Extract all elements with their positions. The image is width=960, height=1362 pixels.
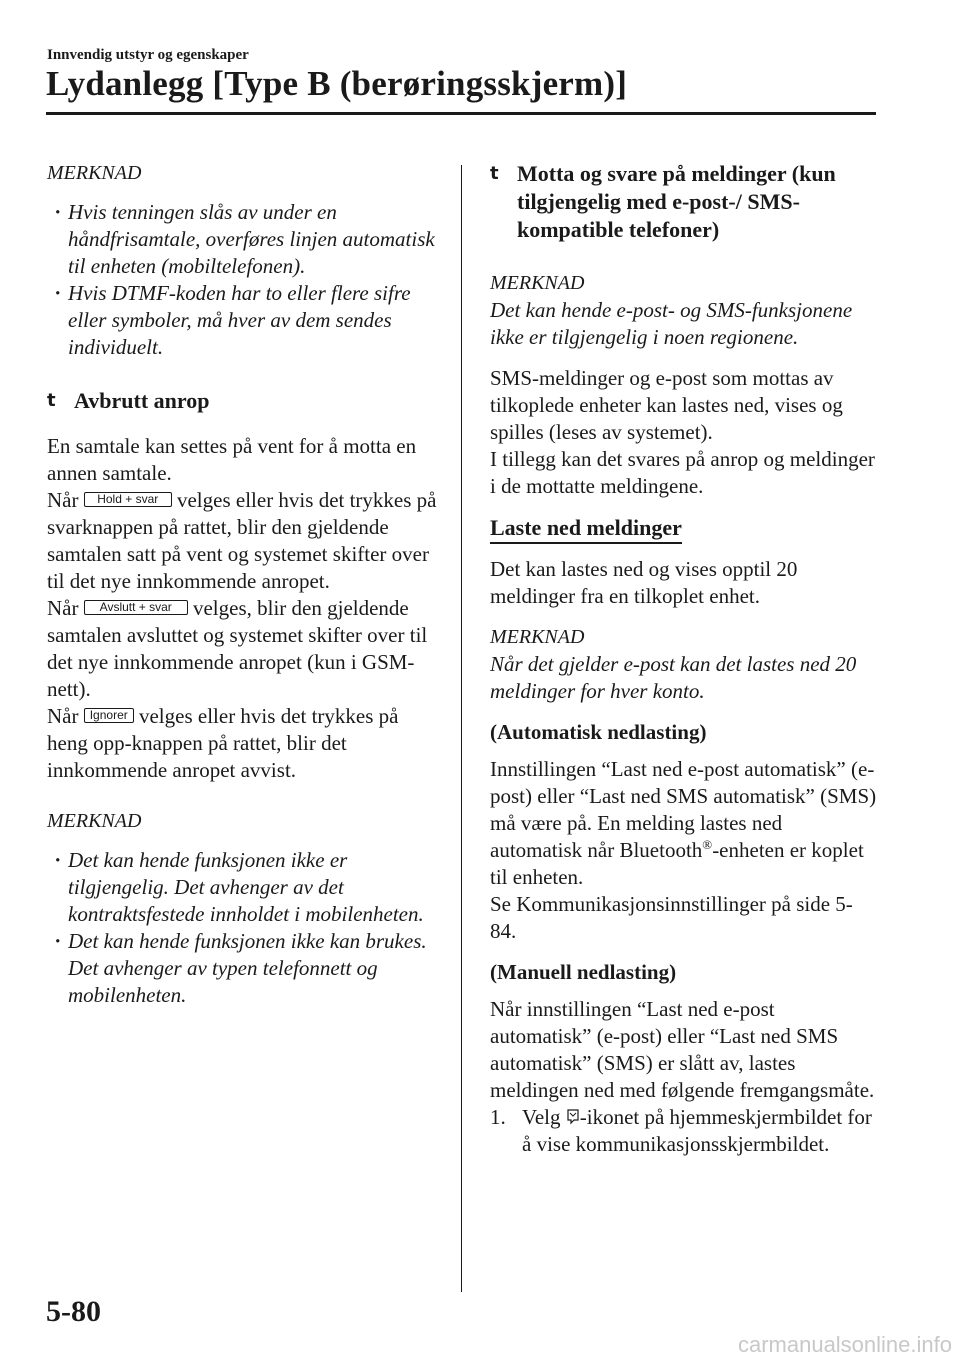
ignore-button: Ignorer xyxy=(84,708,134,723)
left-column xyxy=(47,160,437,1009)
page-number: 5-80 xyxy=(46,1295,101,1328)
section-heading-text: Avbrutt anrop xyxy=(74,388,210,413)
note-label: MERKNAD xyxy=(490,626,585,648)
note-bullet: · Hvis DTMF-koden har to eller flere sifre eller symboler, må hver av dem sendes individuelt. xyxy=(55,280,437,361)
page-title: Lydanlegg [Type B (berøringsskjerm)] xyxy=(46,64,628,103)
paragraph-reference: Se Kommunikasjonsinnstillinger på side 5-84. xyxy=(490,892,853,943)
subheading-wrapper xyxy=(490,514,878,544)
note-text: Det kan hende e-post- og SMS-funksjonene ikke er tilgjengelig i noen regionene. xyxy=(490,298,853,349)
section-heading-avbrutt-anrop xyxy=(47,387,437,415)
note-bullet: · Hvis tenningen slås av under en håndfrisamtale, overføres linjen automatisk til enheten (mobiltelefonen). xyxy=(55,199,437,280)
watermark: carmanualsonline.info xyxy=(737,1332,952,1357)
paragraph-manual: Når innstillingen “Last ned e-post automatisk” (e-post) eller “Last ned SMS automatisk” (SMS) er slått av, lastes meldingen ned med følgende fremgangsmåte. xyxy=(490,997,875,1102)
paragraph-ignore: Når Ignorer velges eller hvis det trykkes på heng opp-knappen på rattet, blir det innkommende anropet avvist. xyxy=(47,704,399,782)
section-heading-text: Motta og svare på meldinger (kun tilgjengelig med e-post-/ SMS-kompatible telefoner) xyxy=(517,161,836,242)
paragraph-end-answer: Når Avslutt + svar velges, blir den gjeldende samtalen avsluttet og systemet skifter over til det nye innkommende anropet (kun i GSM-nett). xyxy=(47,596,428,701)
paragraph-hold: Når Hold + svar velges eller hvis det trykkes på svarknappen på rattet, blir den gjeldende samtalen satt på vent og systemet skifter over til det nye innkommende anropet. xyxy=(47,488,437,593)
subheading-automatic: (Automatisk nedlasting) xyxy=(490,720,707,744)
note-label: MERKNAD xyxy=(490,272,585,294)
paragraph: Det kan lastes ned og vises opptil 20 meldinger fra en tilkoplet enhet. xyxy=(490,557,798,608)
subheading-laste-ned: Laste ned meldinger xyxy=(490,514,682,544)
column-divider xyxy=(461,165,462,1292)
note-label: MERKNAD xyxy=(47,810,142,832)
section-label: Innvendig utstyr og egenskaper xyxy=(47,47,249,63)
section-heading-motta-meldinger xyxy=(490,160,878,244)
hold-answer-button: Hold + svar xyxy=(84,492,172,507)
subheading-manual: (Manuell nedlasting) xyxy=(490,960,677,984)
section-marker-icon: t xyxy=(47,390,56,411)
section-marker-icon: t xyxy=(490,163,499,184)
right-column xyxy=(490,160,878,1158)
end-answer-button: Avslutt + svar xyxy=(84,600,188,615)
title-rule xyxy=(46,112,876,115)
paragraph-automatic: Innstillingen “Last ned e-post automatisk” (e-post) eller “Last ned SMS automatisk” (SMS) må være på. En melding lastes ned automatisk når Bluetooth®-enheten er koplet til enheten. xyxy=(490,757,877,889)
note-bullet: · Det kan hende funksjonen ikke er tilgjengelig. Det avhenger av det kontraktsfestede innholdet i mobilenheten. xyxy=(55,847,437,928)
step-number: 1. xyxy=(490,1105,506,1129)
registered-mark: ® xyxy=(702,837,713,852)
paragraph: En samtale kan settes på vent for å motta en annen samtale. xyxy=(47,434,417,485)
note-bullet: · Det kan hende funksjonen ikke kan brukes. Det avhenger av typen telefonnett og mobilenheten. xyxy=(55,928,437,1009)
paragraph: I tillegg kan det svares på anrop og meldinger i de mottatte meldingene. xyxy=(490,447,875,498)
step-item: 1. Velg -ikonet på hjemmeskjermbildet for å vise kommunikasjonsskjermbildet. xyxy=(490,1105,872,1156)
note-label: MERKNAD xyxy=(47,162,142,184)
note-text: Når det gjelder e-post kan det lastes ned 20 meldinger for hver konto. xyxy=(490,652,857,703)
paragraph: SMS-meldinger og e-post som mottas av tilkoplede enheter kan lastes ned, vises og spilles (leses av systemet). xyxy=(490,366,843,444)
message-icon xyxy=(566,1105,580,1121)
